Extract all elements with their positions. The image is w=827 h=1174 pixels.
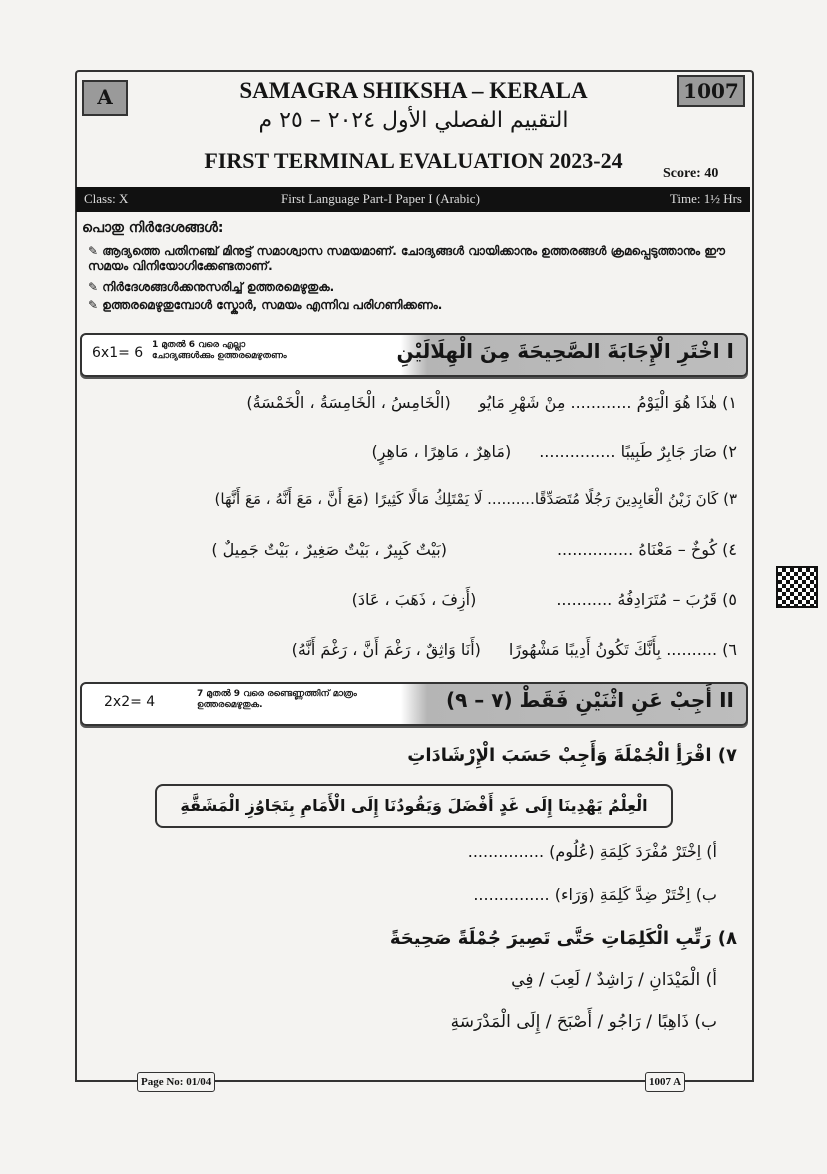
qr-code-icon: [776, 566, 818, 608]
section-marks: 2x2= 4: [104, 694, 156, 710]
instruction-3: ✎ ഉത്തരമെഴുതുമ്പോൾ സ്കോർ, സമയം എന്നിവ പരിഗണിക്കണം.: [88, 298, 443, 312]
exam-title: FIRST TERMINAL EVALUATION 2023-24: [204, 148, 623, 173]
question-3: ٣) كَانَ زَيْنُ الْعَابِدِينَ رَجُلًا مُتَصَدِّقًا.......... لَا يَمْتَلِكُ مَالًا كَثِيرًا(مَعَ أَنَّ ، مَعَ أَنَّهُ ، مَعَ أَنَّهَا): [214, 490, 737, 508]
time: Time: 1½ Hrs: [669, 191, 742, 206]
question-8b: ب) ذَاهِبًا / رَاجُو / أَصْبَحَ / إِلَى الْمَدْرَسَةِ: [450, 1012, 717, 1032]
question-8a: أ) الْمَيْدَانِ / رَاشِدٌ / لَعِبَ / فِي: [511, 970, 717, 990]
section-1-header: [80, 333, 748, 377]
arabic-title: التقييم الفصلي الأول ٢٠٢٤ – ٢٥ م: [258, 108, 569, 133]
footer-code: 1007 A: [645, 1072, 685, 1092]
section-title: I اخْتَرِ الْإِجَابَةَ الصَّحِيحَةَ مِنَ الْهِلَالَيْنِ: [396, 339, 734, 363]
question-7b: ب) اِخْتَرْ ضِدَّ كَلِمَةِ (وَرَاء) ...............: [473, 885, 717, 904]
paper-name: First Language Part-I Paper I (Arabic): [281, 191, 480, 206]
instruction-1: ✎ ആദ്യത്തെ പതിനഞ്ച് മിനുട്ട് സമാശ്വാസ സമയമാണ്. ചോദ്യങ്ങൾ വായിക്കാനും ഉത്തരങ്ങൾ ക്രമപ്പെടുത്താനും ഈ സമയം വിനിയോഗിക്കേണ്ടതാണ്.: [88, 244, 725, 273]
info-bar: [76, 187, 750, 212]
org-title: SAMAGRA SHIKSHA – KERALA: [239, 78, 588, 103]
section-2-header: [80, 682, 748, 726]
question-7a: أ) اِخْتَرْ مُفْرَدَ كَلِمَةِ (عُلُوم) ...............: [467, 842, 717, 861]
paper-code: 1007: [677, 75, 745, 107]
instructions-heading: പൊതു നിർദേശങ്ങൾ:: [82, 220, 224, 236]
pen-icon: ✎: [88, 298, 103, 312]
pen-icon: ✎: [88, 280, 103, 294]
question-7: ٧) اقْرَأِ الْجُمْلَةَ وَأَجِبْ حَسَبَ الْإِرْشَادَاتِ: [407, 745, 737, 766]
section-note: 7 മുതൽ 9 വരെ രണ്ടെണ്ണത്തിന് മാത്രം ഉത്തരമെഴുതുക.: [197, 689, 357, 710]
question-5: ٥) قَرُبَ – مُتَرَادِفُهُ ...........(أَزِفَ ، ذَهَبَ ، عَادَ): [351, 590, 737, 609]
question-4: ٤) كُوخٌ – مَعْنَاهُ ...............(بَيْتٌ كَبِيرٌ ، بَيْتٌ صَغِيرٌ ، بَيْتٌ جَمِيلٌ ): [211, 540, 737, 559]
question-1: ١) هٰذَا هُوَ الْيَوْمُ ............ مِنْ شَهْرِ مَايُو(الْخَامِسُ ، الْخَامِسَةُ ، الْخَمْسَةُ): [246, 393, 737, 412]
question-2: ٢) صَارَ جَابِرٌ طَبِيبًا ...............(مَاهِرٌ ، مَاهِرًا ، مَاهِرٍ): [371, 442, 737, 461]
section-marks: 6x1= 6: [92, 345, 144, 361]
question-8: ٨) رَتِّبِ الْكَلِمَاتِ حَتَّى تَصِيرَ جُمْلَةً صَحِيحَةً: [389, 928, 737, 949]
class: Class: X: [84, 191, 129, 206]
pen-icon: ✎: [88, 244, 103, 258]
question-6: ٦) .......... بِأَنَّكَ تَكُونُ أَدِيبًا مَشْهُورًا(أَنَا وَاثِقٌ ، رَغْمَ أَنَّ ، رَغْمَ أَنَّهُ): [291, 640, 737, 659]
q7-sentence-box: الْعِلْمُ يَهْدِينَا إِلَى غَدٍ أَفْضَلَ وَيَقُودُنَا إِلَى الْأَمَامِ بِتَجَاوُزِ الْمَشَقَّةِ: [155, 784, 673, 828]
page-number: Page No: 01/04: [137, 1072, 215, 1092]
set-label: A: [82, 80, 128, 116]
section-note: 1 മുതൽ 6 വരെ എല്ലാ ചോദ്യങ്ങൾക്കും ഉത്തരമെഴുതണം: [152, 340, 287, 361]
instruction-2: ✎ നിർദേശങ്ങൾക്കനുസരിച്ച് ഉത്തരമെഴുതുക.: [88, 280, 335, 294]
score: Score: 40: [663, 166, 719, 181]
section-title: II أَجِبْ عَنِ اثْنَيْنِ فَقَطْ (٧ – ٩): [445, 688, 734, 712]
